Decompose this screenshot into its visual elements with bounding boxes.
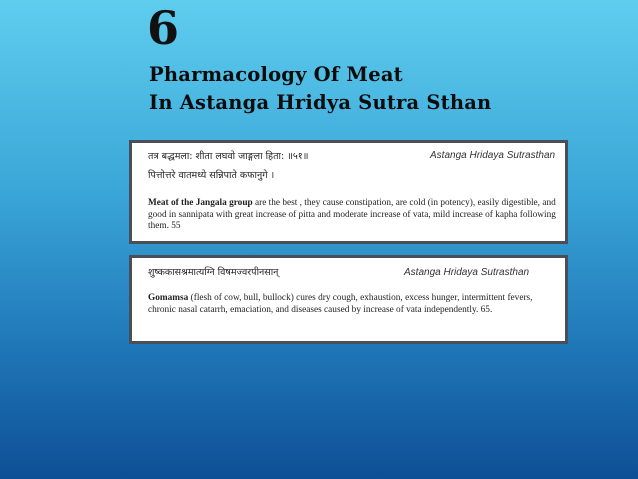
source-citation: Astanga Hridaya Sutrasthan [404,267,530,278]
translation-text [148,198,558,233]
translation-text [148,293,558,316]
slide-number: 6 [147,1,180,55]
translation-bold-lead: Meat of the Jangala group [148,198,253,208]
sanskrit-verse-line-1: तत्र बद्धमला: शीता लघवो जाङ्गला हिता: ॥५१॥ [148,151,309,162]
translation-body: (flesh of cow, bull, bullock) cures dry cough, exhaustion, excess hunger, intermittent fevers, chronic nasal catarrh, emaciation, and diseases caused by increase of vata independently. 65. [148,293,533,315]
title-line-2: In Astanga Hridya Sutra Sthan [149,91,492,114]
translation-body: are the best , they cause constipation, are cold (in potency), easily digestible, and good in sannipata with great increase of pitta and moderate increase of vata, mild increase of kapha following them. 55 [148,198,556,231]
sanskrit-verse-line: शुष्ककासश्रमात्यग्नि विषमज्वरपीनसान् [148,267,279,278]
slide-title [149,61,629,117]
title-line-1: Pharmacology Of Meat [149,63,403,86]
quote-card-gomamsa [129,255,568,344]
source-citation: Astanga Hridaya Sutrasthan [430,150,556,161]
translation-bold-lead: Gomamsa [148,293,189,303]
sanskrit-verse-line-2: पित्तोत्तरे वातमध्ये सन्निपाते कफानुगे । [148,170,275,181]
quote-card-jangala [129,140,568,244]
